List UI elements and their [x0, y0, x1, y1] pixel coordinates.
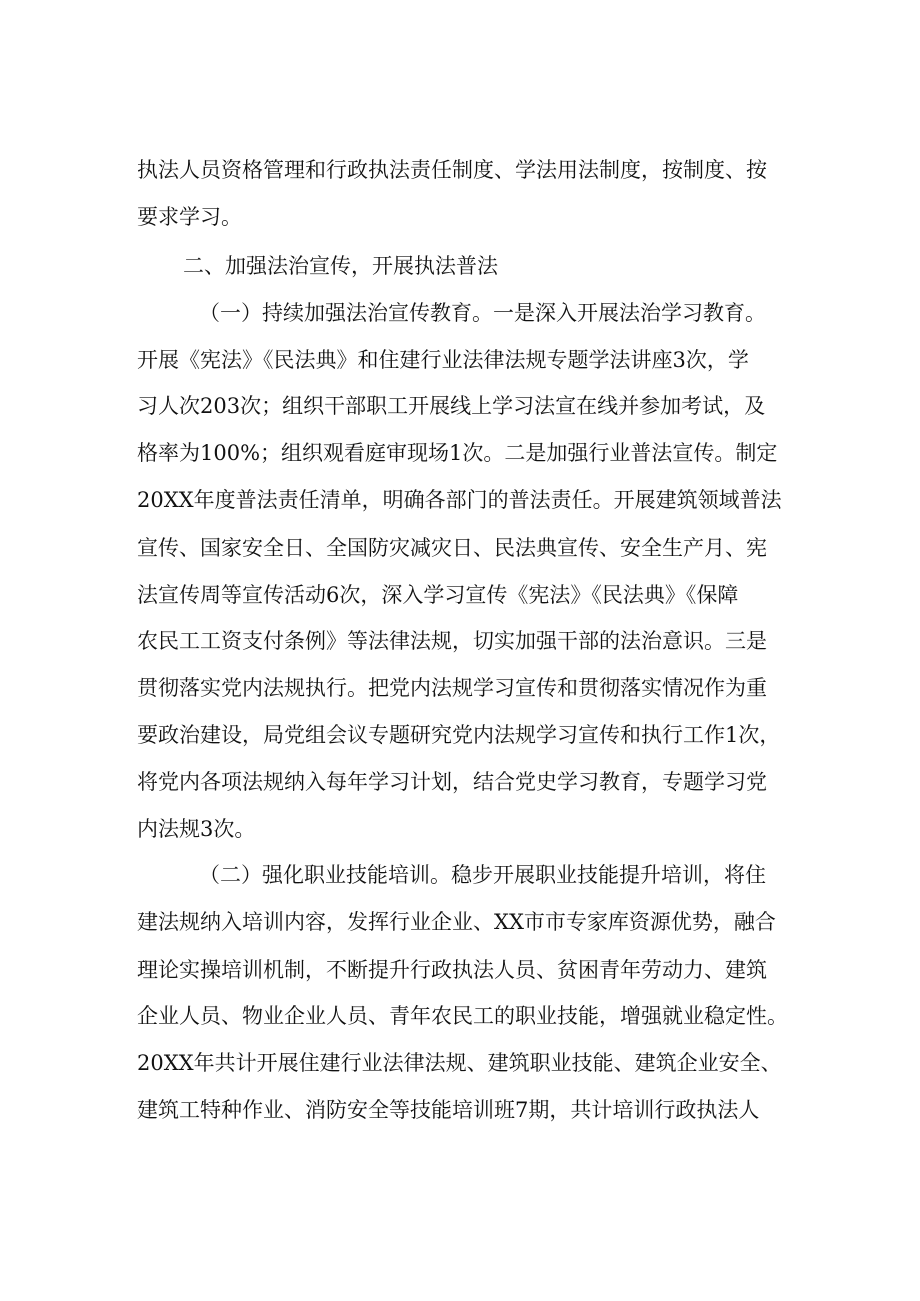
paragraph-line: 20XX年度普法责任清单，明确各部门的普法责任。开展建筑领域普法 — [137, 488, 782, 512]
subsection-heading-line: （一）持续加强法治宣传教育。一是深入开展法治学习教育。 — [199, 301, 766, 325]
paragraph-line: 格率为100%；组织观看庭审现场1次。二是加强行业普法宣传。制定 — [137, 441, 778, 465]
paragraph-line: 农民工工资支付条例》等法律法规，切实加强干部的法治意识。三是 — [137, 629, 767, 653]
paragraph-line: 执法人员资格管理和行政执法责任制度、学法用法制度，按制度、按 — [137, 158, 767, 182]
paragraph-line: 习人次203次；组织干部职工开展线上学习法宣在线并参加考试，及 — [137, 394, 766, 418]
paragraph-line: 建筑工特种作业、消防安全等技能培训班7期，共计培训行政执法人 — [137, 1098, 760, 1122]
subsection-heading-line: （二）强化职业技能培训。稳步开展职业技能提升培训，将住 — [199, 863, 766, 887]
paragraph-line: 要求学习。 — [137, 205, 242, 229]
paragraph-line: 法宣传周等宣传活动6次，深入学习宣传《宪法》《民法典》《保障 — [137, 583, 739, 607]
paragraph-line: 宣传、国家安全日、全国防灾减灾日、民法典宣传、安全生产月、宪 — [137, 536, 767, 560]
paragraph-line: 贯彻落实党内法规执行。把党内法规学习宣传和贯彻落实情况作为重 — [137, 676, 767, 700]
section-heading: 二、加强法治宣传，开展执法普法 — [183, 254, 498, 278]
paragraph-line: 开展《宪法》《民法典》和住建行业法律法规专题学法讲座3次，学 — [137, 348, 749, 372]
paragraph-line: 将党内各项法规纳入每年学习计划，结合党史学习教育，专题学习党 — [137, 770, 767, 794]
paragraph-line: 企业人员、物业企业人员、青年农民工的职业技能，增强就业稳定性。 — [137, 1004, 788, 1028]
paragraph-line: 要政治建设，局党组会议专题研究党内法规学习宣传和执行工作1次， — [137, 723, 781, 747]
paragraph-line: 20XX年共计开展住建行业法律法规、建筑职业技能、建筑企业安全、 — [137, 1051, 782, 1075]
paragraph-line: 内法规3次。 — [137, 817, 256, 841]
paragraph-line: 建法规纳入培训内容，发挥行业企业、XX市市专家库资源优势，融合 — [137, 910, 776, 934]
paragraph-line: 理论实操培训机制，不断提升行政执法人员、贫困青年劳动力、建筑 — [137, 958, 767, 982]
